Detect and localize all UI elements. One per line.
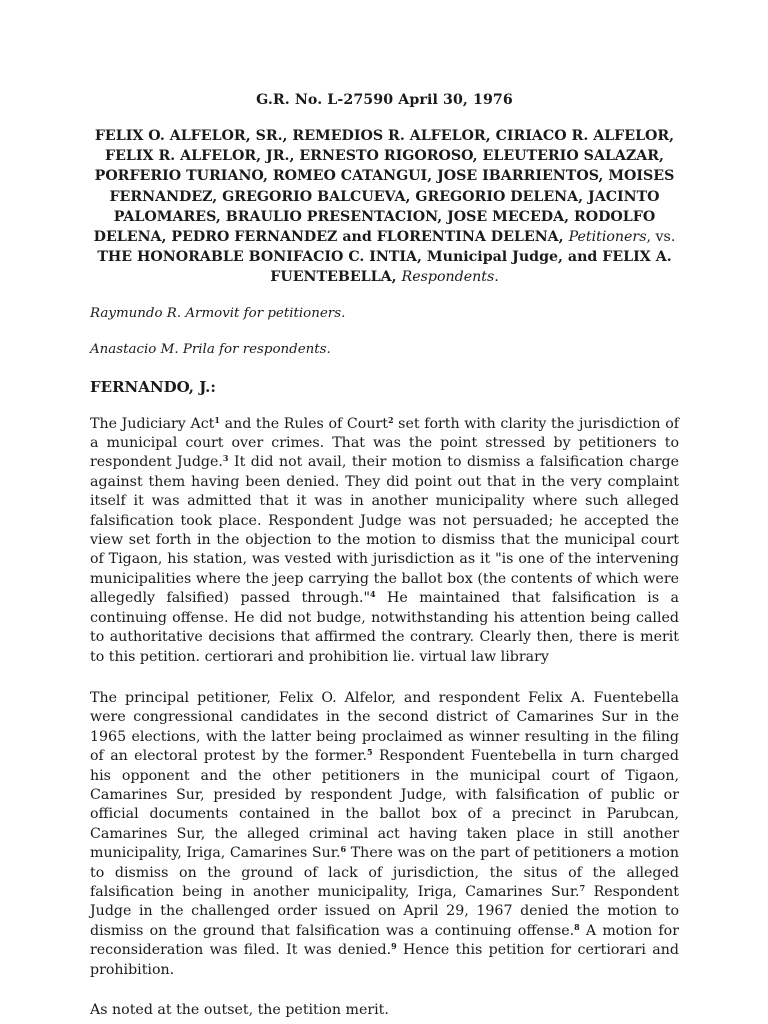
body-paragraph-2 [90, 689, 679, 980]
paragraph-text: set forth with clarity the jurisdiction of a municipal court over crimes. That was the point stressed by petitioners to respondent Judge. [90, 415, 679, 471]
footnote-ref[interactable]: 4 [370, 589, 376, 600]
paragraph-text: A motion for reconsideration was filed. It was denied. [90, 922, 679, 959]
paragraph-text: and the Rules of Court [219, 415, 388, 432]
paragraph-text: Respondent Judge in the challenged order issued on April 29, 1967 denied the motion to dismiss on the ground that falsification was a continuing offense. [90, 883, 680, 939]
petitioners-label: Petitioners [568, 229, 647, 246]
case-number-heading: G.R. No. L-27590 April 30, 1976 [256, 92, 513, 108]
paragraph-text: There was on the part of petitioners a motion to dismiss on the ground of lack of jurisdiction, the situs of the alleged falsification being in another municipality, Iriga, Camarines Sur. [90, 845, 680, 900]
footnote-ref[interactable]: 3 [222, 453, 229, 464]
paragraph-text: Respondent Fuentebella in turn charged his opponent and the other petitioners in the municipal court of Tigaon, Camarines Sur, presided by respondent Judge, with falsification of public or official documents contained in the ballot box of a precinct in Parubcan, Camarines Sur, the alleged criminal act having taken place in still another municipality, Iriga, Camarines Sur. [90, 748, 679, 862]
footnote-ref[interactable]: 9 [391, 941, 397, 952]
footnote-ref[interactable]: 2 [387, 414, 394, 425]
paragraph-text: Hence this petition for certiorari and prohibition. [90, 942, 679, 978]
respondents-names: THE HONORABLE BONIFACIO C. INTIA, Municipal Judge, and FELIX A. FUENTEBELLA, [97, 249, 672, 286]
petitioners-names: FELIX O. ALFELOR, SR., REMEDIOS R. ALFELOR, CIRIACO R. ALFELOR, FELIX R. ALFELOR, JR., ERNESTO RIGOROSO, ELEUTERIO SALAZAR, PORFERIO TURIANO, ROMEO CATANGUI, JOSE IBARRIENTOS, MOISES FERNANDEZ, GREGORIO BALCUEVA, GREGORIO DELENA, JACINTO PALOMARES, BRAULIO PRESENTACION, JOSE MECEDA, RODOLFO DELENA, PEDRO FERNANDEZ and FLORENTINA DELENA, [93, 128, 675, 246]
footnote-ref[interactable]: 6 [340, 844, 347, 855]
paragraph-text: The Judiciary Act [90, 415, 215, 432]
counsel-petitioners: Raymundo R. Armovit for petitioners. [90, 305, 346, 321]
case-caption [90, 126, 679, 288]
counsel-respondents: Anastacio M. Prila for respondents. [90, 341, 331, 357]
caption-end: . [494, 269, 499, 286]
respondents-label: Respondents [401, 269, 495, 286]
footnote-ref[interactable]: 7 [579, 882, 586, 893]
footnote-ref[interactable]: 1 [214, 414, 220, 425]
paragraph-text: He maintained that falsification is a continuing offense. He did not budge, notwithstanding his attention being called to authoritative decisions that affirmed the contrary. Clearly then, there is merit to this petition. certiorari and prohibition lie. virtual law library [90, 590, 680, 665]
ponente-heading: FERNANDO, J.: [90, 377, 216, 396]
paragraph-text: It did not avail, their motion to dismiss a falsification charge against them having been denied. They did point out that in the very complaint itself it was admitted that it was in another municipality where such alleged falsification took place. Respondent Judge was not persuaded; he accepted the view set forth in the objection to the motion to dismiss that the municipal court of Tigaon, his station, was vested with jurisdiction as it "is one of the intervening municipalities where the jeep carrying the ballot box (the contents of which were allegedly falsified) passed through." [90, 454, 679, 607]
paragraph-text: The principal petitioner, Felix O. Alfelor, and respondent Felix A. Fuentebella were congressional candidates in the second district of Camarines Sur in the 1965 elections, with the latter being proclaimed as winner resulting in the filing of an electoral protest by the former. [90, 689, 679, 765]
body-paragraph-1 [90, 415, 679, 667]
footnote-ref[interactable]: 5 [367, 747, 373, 758]
body-paragraph-3: As noted at the outset, the petition merit. [90, 1002, 389, 1018]
versus-text: , vs. [646, 229, 676, 246]
footnote-ref[interactable]: 8 [574, 921, 580, 932]
